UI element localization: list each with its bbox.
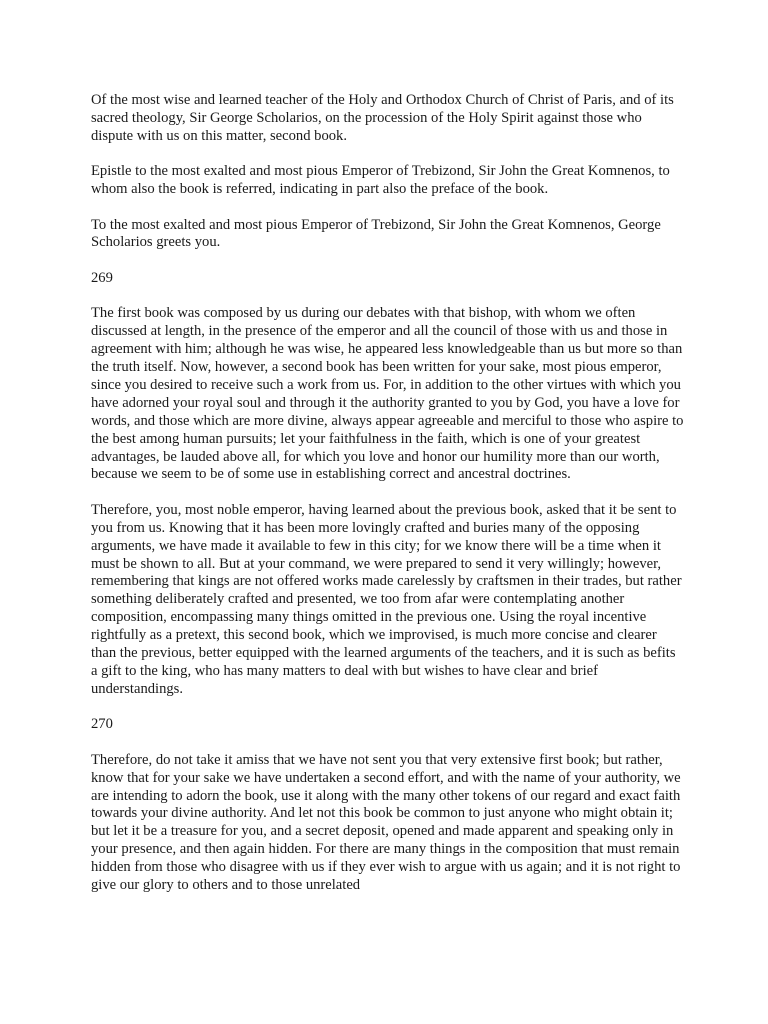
document-page	[91, 92, 685, 912]
greeting-paragraph: To the most exalted and most pious Emperor of Trebizond, Sir John the Great Komnenos, George Scholarios greets you.	[91, 216, 661, 251]
body-paragraph-2: Therefore, you, most noble emperor, having learned about the previous book, asked that it be sent to you from us. Knowing that it has been more lovingly crafted and buries many of the opposing arguments, we have made it available to few in this city; for we know there will be a time when it must be shown to all. But at your command, we were prepared to send it very willingly; however, remembering that kings are not offered works made carelessly by craftsmen in their trades, but rather something deliberately crafted and presented, we too from afar were contemplating another composition, encompassing many things omitted in the previous one. Using the royal incentive rightfully as a pretext, this second book, which we improvised, is much more concise and clearer than the previous, better equipped with the learned arguments of the teachers, and it is such as befits a gift to the king, who has many matters to deal with but wishes to have clear and brief understandings.	[91, 501, 682, 697]
page-number-269: 269	[91, 269, 113, 286]
epistle-heading-paragraph: Epistle to the most exalted and most pious Emperor of Trebizond, Sir John the Great Komnenos, to whom also the book is referred, indicating in part also the preface of the book.	[91, 163, 670, 198]
title-paragraph: Of the most wise and learned teacher of the Holy and Orthodox Church of Christ of Paris, and of its sacred theology, Sir George Scholarios, on the procession of the Holy Spirit against those who dispute with us on this matter, second book.	[91, 92, 674, 144]
page-number-270: 270	[91, 716, 113, 733]
body-paragraph-3: Therefore, do not take it amiss that we have not sent you that very extensive first book; but rather, know that for your sake we have undertaken a second effort, and with the name of your authority, we are intending to adorn the book, use it along with the many other tokens of our regard and exact faith towards your divine authority. And let not this book be common to just anyone who might obtain it; but let it be a treasure for you, and a secret deposit, opened and made apparent and speaking only in your presence, and then again hidden. For there are many things in the composition that must remain hidden from those who disagree with us if they ever wish to argue with us again; and it is not right to give our glory to others and to those unrelated	[91, 751, 681, 894]
body-paragraph-1: The first book was composed by us during our debates with that bishop, with whom we often discussed at length, in the presence of the emperor and all the council of those with us and those in agreement with him; although he was wise, he appeared less knowledgeable than us but more so than the truth itself. Now, however, a second book has been written for your sake, most pious emperor, since you desired to receive such a work from us. For, in addition to the other virtues with which you have adorned your royal soul and through it the authority granted to you by God, you have a love for words, and those which are more divine, always appear agreeable and merciful to those who aspire to the best among human pursuits; let your faithfulness in the faith, which is one of your greatest advantages, be lauded above all, for which you love and honor our humility more than our worth, because we seem to be of some use in establishing correct and ancestral doctrines.	[91, 305, 684, 483]
